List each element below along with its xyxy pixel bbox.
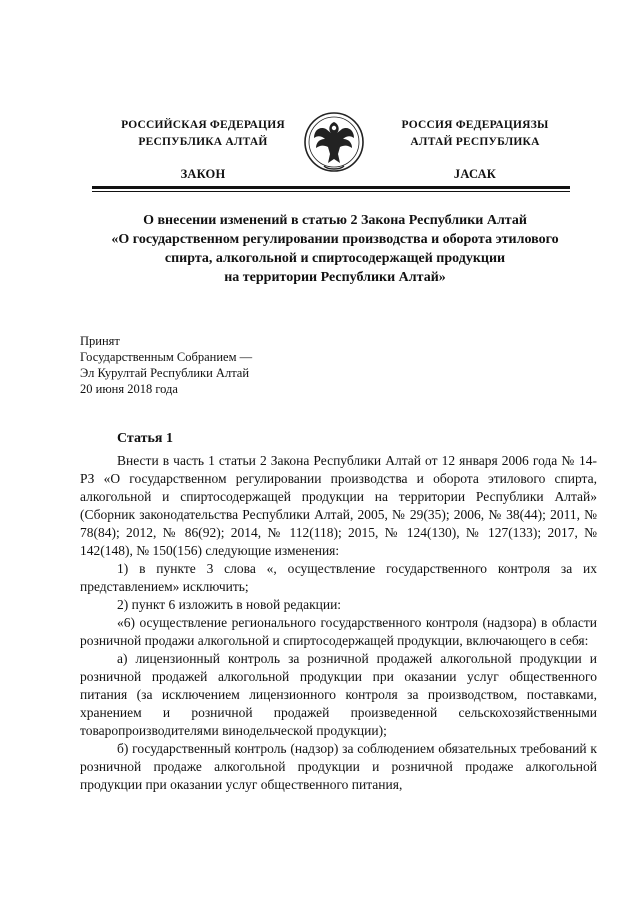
article-paragraph: б) государственный контроль (надзор) за соблюдением обязательных требований к розничной продаже алкогольной продукции и розничной продаже алкогольной продукции при оказании услуг общественного питания, <box>80 741 597 792</box>
header-left-country: РОССИЙСКАЯ ФЕДЕРАЦИЯ <box>121 119 285 131</box>
law-title-line: спирта, алкогольной и спиртосодержащей продукции <box>164 251 506 266</box>
article-paragraph: 2) пункт 6 изложить в новой редакции: <box>117 597 342 612</box>
header-right-doc-type: ЈАСАК <box>453 167 497 181</box>
coat-of-arms-icon <box>302 108 366 180</box>
header-left <box>108 117 298 183</box>
header-rule-thick <box>92 186 570 189</box>
header-right-republic: АЛТАЙ РЕСПУБЛИКА <box>410 136 540 148</box>
header-left-doc-type: ЗАКОН <box>180 167 226 181</box>
law-title-line: на территории Республики Алтай» <box>224 270 446 285</box>
law-title <box>80 211 590 287</box>
header-right <box>380 117 570 183</box>
article-paragraph: 1) в пункте 3 слова «, осуществление государственного контроля за их представлением» исключить; <box>80 561 597 594</box>
law-title-line: «О государственном регулировании производства и оборота этилового <box>111 232 559 247</box>
adoption-line: Эл Курултай Республики Алтай <box>80 366 250 380</box>
adoption-date: 20 июня 2018 года <box>80 382 178 396</box>
article-paragraph: Внести в часть 1 статьи 2 Закона Республики Алтай от 12 января 2006 года № 14-РЗ «О государственном регулировании производства и оборота этилового спирта, алкогольной и спиртосодержащей продукции на территории Республики Алтай» (Сборник законодательства Республики Алтай, 2005, № 29(35); 2006, № 38(44); 2011, № 78(84); 2012, № 86(92); 2014, № 112(118); 2015, № 124(130), № 127(133); 2017, № 142(148), № 150(156) следующие изменения: <box>80 453 597 558</box>
header-left-republic: РЕСПУБЛИКА АЛТАЙ <box>138 136 268 148</box>
law-title-line: О внесении изменений в статью 2 Закона Республики Алтай <box>143 213 527 228</box>
adoption-line: Принят <box>80 334 120 348</box>
article-paragraph: «6) осуществление регионального государственного контроля (надзора) в области розничной продажи алкогольной и спиртосодержащей продукции, включающего в себя: <box>80 615 597 648</box>
article-paragraph: а) лицензионный контроль за розничной продажей алкогольной продукции и розничной продажей алкогольной продукции при оказании услуг общественного питания (за исключением лицензионного контроля за производством, поставками, хранением и розничной продажей произведенной сельскохозяйственными товаропроизводителями винодельческой продукции); <box>80 651 597 738</box>
article-body <box>80 452 597 794</box>
adoption-line: Государственным Собранием — <box>80 350 253 364</box>
article-heading: Статья 1 <box>117 431 173 446</box>
header-right-country: РОССИЯ ФЕДЕРАЦИЯЗЫ <box>401 119 549 131</box>
header-rule-thin <box>92 191 570 192</box>
adoption-block <box>80 333 380 397</box>
